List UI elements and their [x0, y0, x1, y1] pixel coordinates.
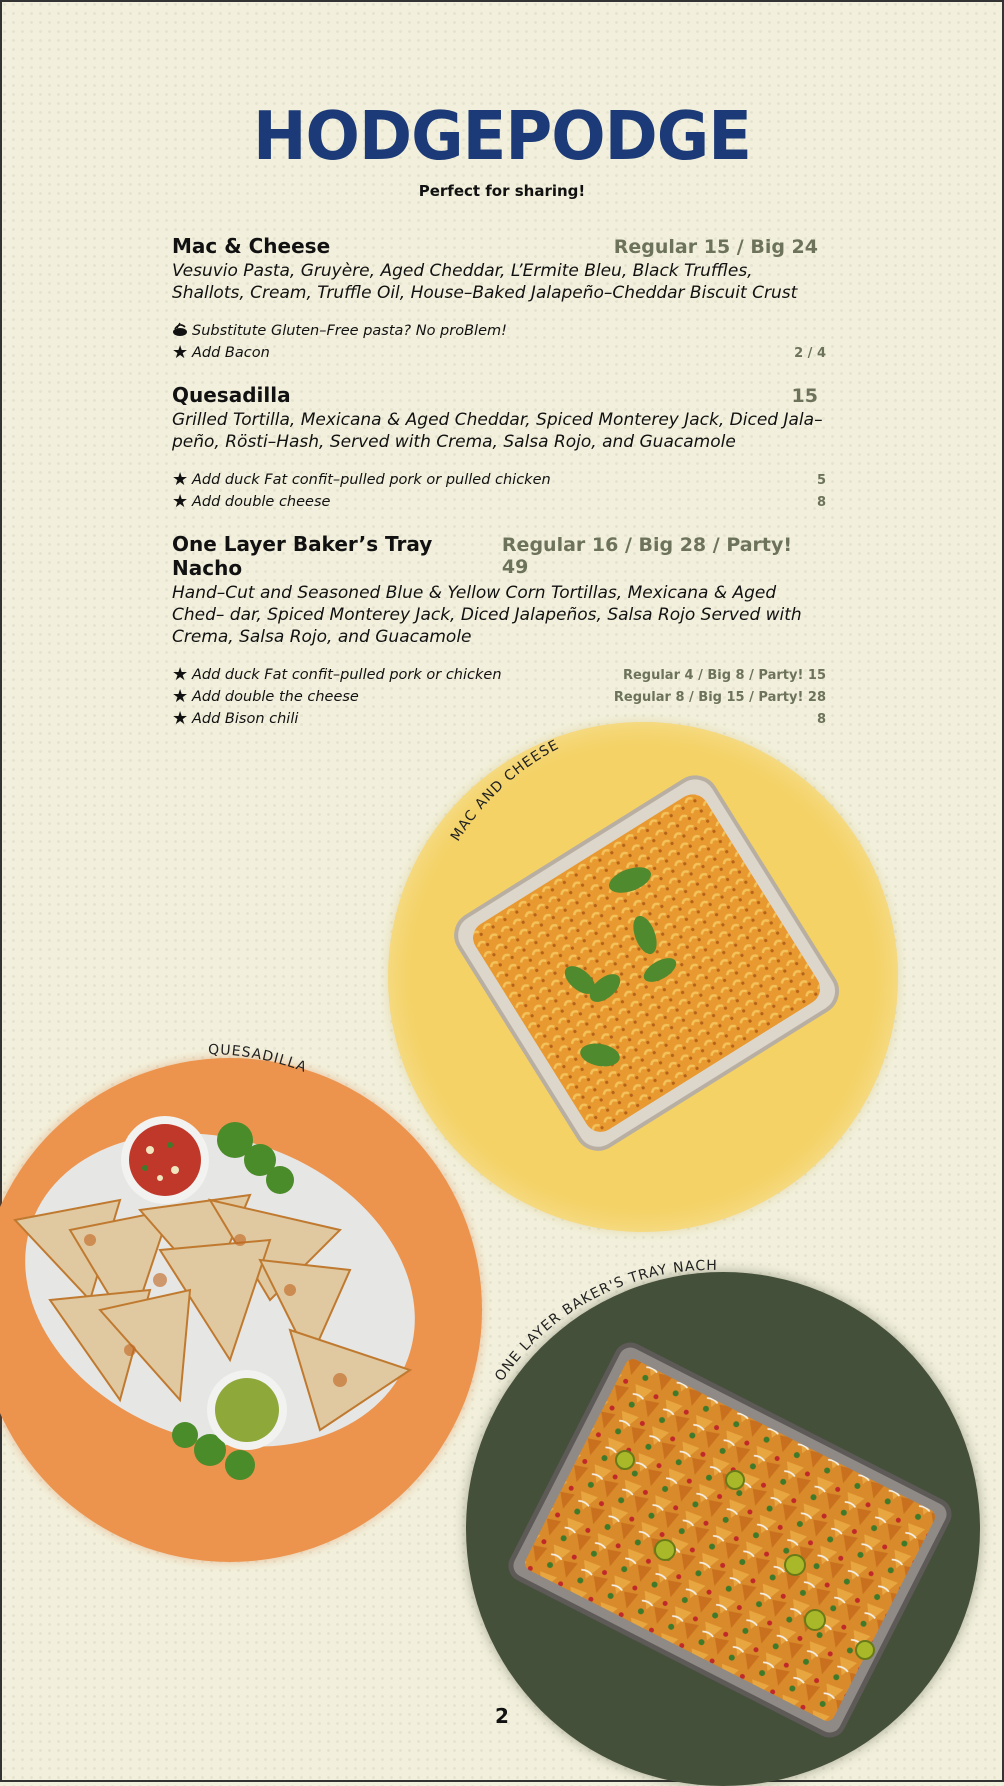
addon-label: Add double cheese	[192, 494, 331, 510]
addon-row	[172, 491, 826, 513]
item-name: Quesadilla	[172, 383, 291, 407]
addon-price: 8	[816, 494, 826, 510]
addon-label: Substitute Gluten–Free pasta? No proBlem!	[192, 323, 507, 339]
addon-list	[172, 469, 826, 513]
item-price: 15	[791, 385, 818, 407]
addon-label: Add double the cheese	[192, 689, 359, 705]
addon-row	[172, 342, 826, 364]
addon-row	[172, 320, 826, 342]
nacho-photo	[505, 1320, 955, 1760]
addon-row	[172, 664, 826, 686]
addon-label: Add Bacon	[192, 345, 270, 361]
star-icon: ★	[172, 469, 189, 490]
menu-subtitle: Perfect for sharing!	[418, 182, 586, 200]
addon-price: 5	[816, 472, 826, 488]
addon-label: Add duck Fat confit–pulled pork or pulled chicken	[192, 472, 551, 488]
star-icon: ★	[172, 491, 189, 512]
item-name: Mac & Cheese	[172, 234, 331, 258]
addon-row	[172, 686, 826, 708]
addon-price: Regular 4 / Big 8 / Party! 15	[622, 667, 826, 683]
item-description: Vesuvio Pasta, Gruyère, Aged Cheddar, L’Ermite Bleu, Black Truffles, Shallots, Cream, Truffle Oil, House–Baked Jalapeño–Cheddar Biscuit Crust	[172, 261, 798, 303]
gluten-free-icon	[172, 321, 192, 341]
star-icon: ★	[172, 708, 189, 729]
menu-item-mac-cheese	[172, 234, 826, 364]
item-price: Regular 15 / Big 24	[613, 236, 818, 258]
menu-item-nacho	[172, 532, 826, 730]
star-icon: ★	[172, 686, 189, 707]
mac-and-cheese-photo	[430, 760, 860, 1180]
star-icon: ★	[172, 664, 189, 685]
addon-label: Add duck Fat confit–pulled pork or chicken	[192, 667, 502, 683]
mac-label-text: MAC AND CHEESE	[447, 736, 562, 845]
star-icon: ★	[172, 342, 189, 363]
addon-price: Regular 8 / Big 15 / Party! 28	[613, 689, 826, 705]
addon-price: 2 / 4	[794, 345, 826, 361]
item-description: Grilled Tortilla, Mexicana & Aged Cheddar, Spiced Monterey Jack, Diced Jala– peño, Rösti–Hash, Served with Crema, Salsa Rojo, and Guacamole	[172, 410, 823, 452]
addon-list	[172, 664, 826, 730]
addon-price: 8	[816, 711, 826, 727]
item-description: Hand–Cut and Seasoned Blue & Yellow Corn Tortillas, Mexicana & Aged Ched– dar, Spiced Monterey Jack, Diced Jalapeños, Salsa Rojo Served with Crema, Salsa Rojo, and Guacamole	[172, 583, 802, 647]
menu-title: HODGEPODGE	[252, 98, 752, 176]
addon-row	[172, 469, 826, 491]
addon-label: Add Bison chili	[192, 711, 299, 727]
nacho-label-text: ONE LAYER BAKER'S TRAY NACH	[492, 1257, 718, 1385]
menu-item-quesadilla	[172, 383, 826, 513]
svg-text:QUESADILLA	[208, 1042, 309, 1076]
quesadilla-photo	[10, 1100, 430, 1500]
addon-list	[172, 320, 826, 364]
quesadilla-label-text: QUESADILLA	[207, 1041, 310, 1077]
item-name: One Layer Baker’s Tray Nacho	[172, 532, 433, 580]
page-number: 2	[495, 1704, 509, 1728]
item-price: Regular 16 / Big 28 / Party! 49	[501, 534, 793, 578]
